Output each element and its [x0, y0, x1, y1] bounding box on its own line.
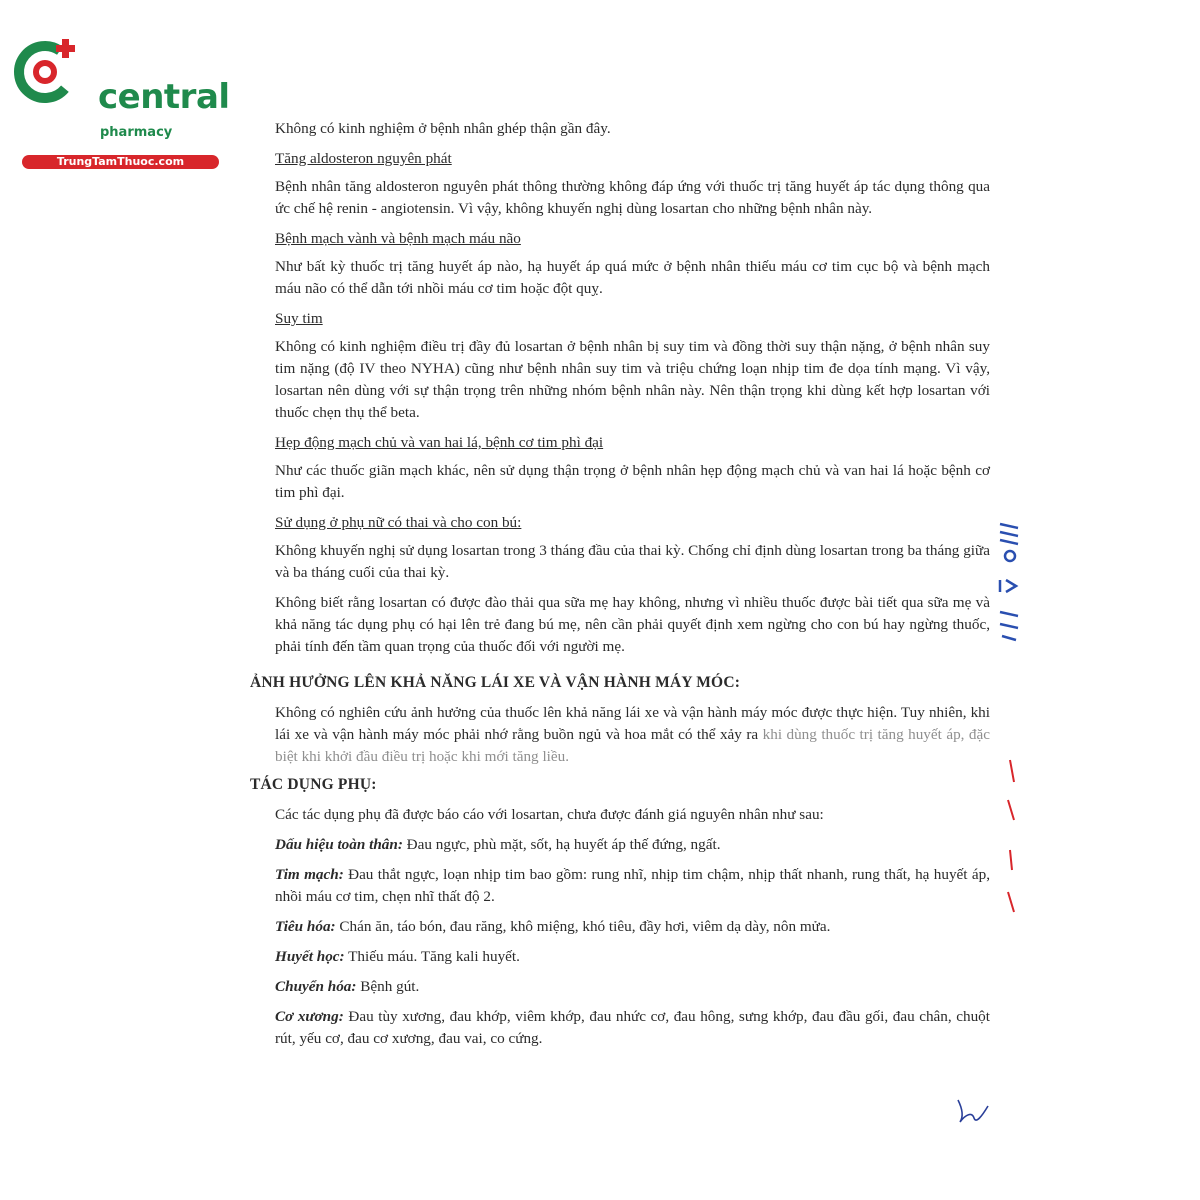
- brand-sub: pharmacy: [100, 125, 173, 140]
- central-pharmacy-logo-icon: [10, 36, 90, 116]
- general-text: Đau ngực, phù mặt, sốt, hạ huyết áp thế đứng, ngất.: [402, 836, 721, 853]
- blood-text: Thiếu máu. Tăng kali huyết.: [344, 948, 520, 965]
- side-effect-cardio: [275, 864, 990, 908]
- pregnancy-text-1: Không khuyến nghị sử dụng losartan trong 3 tháng đầu của thai kỳ. Chống chỉ định dùng losartan trong ba tháng giữa và ba tháng cuối của thai kỳ.: [275, 542, 990, 581]
- digestive-text: Chán ăn, táo bón, đau răng, khô miệng, khó tiêu, đầy hơi, viêm dạ dày, nôn mửa.: [335, 918, 831, 935]
- side-effect-metabolic: [275, 976, 990, 998]
- driving-text-main: Không có nghiên cứu ảnh hưởng của thuốc lên khả năng lái xe và vận hành máy móc được thực hiện. Tuy nhiên, khi lái xe và vận hành máy móc phải nhớ rằng buồn ngủ và hoa mắt có thể xảy ra: [275, 704, 990, 743]
- brand-name: central: [98, 77, 230, 117]
- driving-heading: ẢNH HƯỞNG LÊN KHẢ NĂNG LÁI XE VÀ VẬN HÀNH MÁY MÓC:: [250, 674, 741, 691]
- kidney-transplant-text: Không có kinh nghiệm ở bệnh nhân ghép thận gần đây.: [275, 120, 611, 137]
- aldosteronism-text: Bệnh nhân tăng aldosteron nguyên phát thông thường không đáp ứng với thuốc trị tăng huyết áp tác dụng thông qua ức chế hệ renin - angiotensin. Vì vậy, không khuyến nghị dùng losartan cho những bệnh nhân này.: [275, 178, 990, 217]
- pregnancy-heading: Sử dụng ở phụ nữ có thai và cho con bú:: [275, 514, 522, 531]
- musculo-label: Cơ xương:: [275, 1008, 344, 1025]
- stamp-fragments: [996, 520, 1026, 925]
- driving-text-faded: khi dùng thuốc trị tăng huyết áp, đặc biệt khi khởi đầu điều trị hoặc khi mới tăng liều.: [275, 726, 991, 765]
- signature: [952, 1094, 992, 1135]
- side-effects-intro: Các tác dụng phụ đã được báo cáo với losartan, chưa được đánh giá nguyên nhân như sau:: [275, 806, 824, 823]
- document-page: [250, 118, 990, 1058]
- side-effect-digestive: [275, 916, 990, 938]
- cardio-text: Đau thắt ngực, loạn nhịp tim bao gồm: rung nhĩ, nhịp tim chậm, nhịp thất nhanh, rung thất, hạ huyết áp, nhồi máu cơ tim, chẹn nhĩ thất độ 2.: [275, 866, 990, 905]
- heart-failure-text: Không có kinh nghiệm điều trị đầy đủ losartan ở bệnh nhân bị suy tim và đồng thời suy thận nặng, ở bệnh nhân suy tim nặng (độ IV theo NYHA) cũng như bệnh nhân suy tim và triệu chứng loạn nhịp tim đe dọa tính mạng. Vì vậy, losartan nên dùng với sự thận trọng trên những nhóm bệnh nhân này. Nên thận trọng khi dùng kết hợp losartan với thuốc chẹn thụ thể beta.: [275, 338, 990, 421]
- pharmacy-logo[interactable]: [10, 36, 230, 168]
- aldosteronism-heading: Tăng aldosteron nguyên phát: [275, 150, 452, 167]
- stenosis-heading: Hẹp động mạch chủ và van hai lá, bệnh cơ tim phì đại: [275, 434, 604, 451]
- digestive-label: Tiêu hóa:: [275, 918, 336, 935]
- heart-failure-heading: Suy tim: [275, 310, 323, 327]
- stenosis-text: Như các thuốc giãn mạch khác, nên sử dụng thận trọng ở bệnh nhân hẹp động mạch chủ và van hai lá hoặc bệnh cơ tim phì đại.: [275, 462, 990, 501]
- side-effect-general: [275, 834, 990, 856]
- side-effects-heading: TÁC DỤNG PHỤ:: [250, 776, 377, 793]
- coronary-heading: Bệnh mạch vành và bệnh mạch máu não: [275, 230, 521, 247]
- signature-icon: [952, 1094, 992, 1130]
- cardio-label: Tim mạch:: [275, 866, 344, 883]
- musculo-text: Đau tùy xương, đau khớp, viêm khớp, đau nhức cơ, đau hông, sưng khớp, đau đầu gối, đau chân, chuột rút, yếu cơ, đau cơ xương, đau vai, co cứng.: [275, 1008, 990, 1047]
- side-effect-musculo: [275, 1006, 990, 1050]
- stamp-edge-icon: [996, 520, 1026, 920]
- blood-label: Huyết học:: [275, 948, 345, 965]
- metabolic-label: Chuyển hóa:: [275, 978, 357, 995]
- pregnancy-text-2: Không biết rằng losartan có được đào thải qua sữa mẹ hay không, nhưng vì nhiều thuốc được bài tiết qua sữa mẹ và khả năng tác dụng phụ có hại lên trẻ đang bú mẹ, nên cần phải quyết định xem ngừng cho con bú hay ngừng thuốc, phải tính đến tầm quan trọng của thuốc đối với người mẹ.: [275, 594, 990, 655]
- side-effect-blood: [275, 946, 990, 968]
- coronary-text: Như bất kỳ thuốc trị tăng huyết áp nào, hạ huyết áp quá mức ở bệnh nhân thiếu máu cơ tim cục bộ và bệnh mạch máu não có thể dẫn tới nhồi máu cơ tim hoặc đột quỵ.: [275, 258, 990, 297]
- website-badge[interactable]: TrungTamThuoc.com: [22, 155, 219, 169]
- driving-text: [275, 702, 990, 768]
- general-label: Dấu hiệu toàn thân:: [275, 836, 403, 853]
- metabolic-text: Bệnh gút.: [356, 978, 420, 995]
